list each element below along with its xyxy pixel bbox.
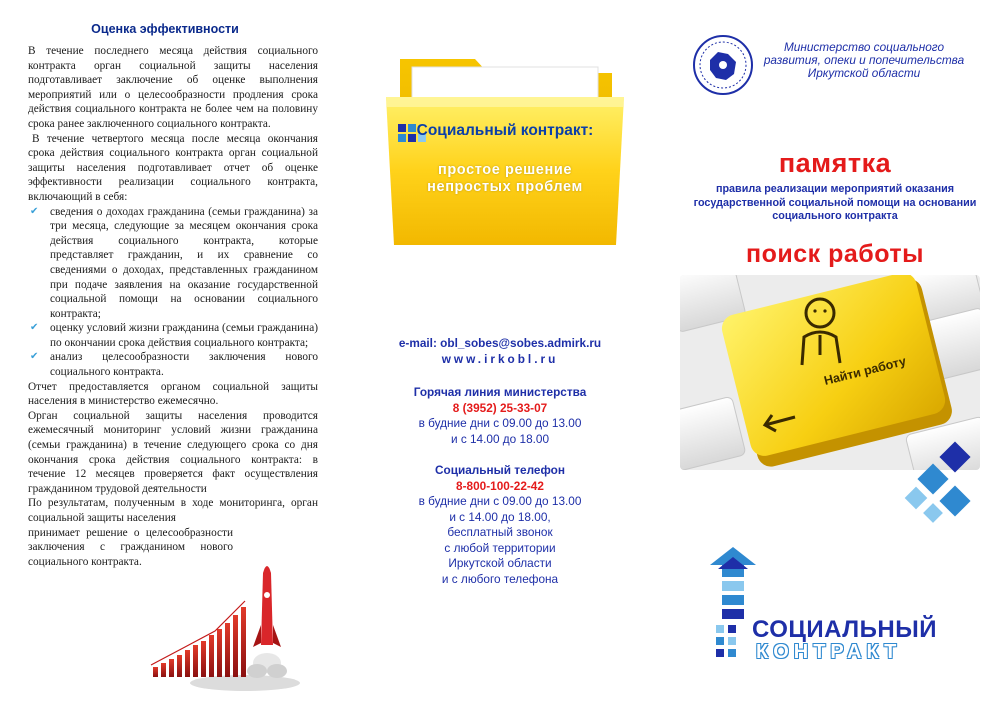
left-body-text — [28, 44, 318, 569]
paragraph: Отчет предоставляется органом социальной защиты населения в министерство ежемесячно. — [28, 380, 318, 408]
social-hours: в будние дни с 09.00 до 13.00 — [418, 494, 582, 508]
left-panel — [0, 0, 330, 706]
folder-title: Социальный контракт: — [416, 122, 594, 139]
social-note: бесплатный звонок — [447, 525, 553, 539]
paragraph: В течение четвертого месяца после месяца окончания срока действия социального контракта орган социальной защиты населения подготавливает отчет об оценке эффективности реализации социального контракта, включающий в себя: — [28, 132, 318, 203]
job-heading: поиск работы — [746, 240, 924, 268]
website-link[interactable]: www.irkobl.ru — [441, 351, 559, 366]
hotline-title: Горячая линия министерства — [413, 385, 587, 399]
folder-subtitle: простое решение непростых проблем — [427, 162, 583, 195]
social-note: Иркутской области — [448, 556, 552, 570]
logo-word-social: СОЦИАЛЬНЫЙ — [752, 616, 937, 643]
contacts-web — [330, 336, 670, 367]
emblem-icon — [692, 34, 754, 96]
check-icon: ✔ — [30, 351, 39, 363]
key-caption: Найти работу — [822, 354, 908, 388]
email-link[interactable]: e-mail: obl_sobes@sobes.admirk.ru — [398, 336, 602, 350]
social-note: и с любого телефона — [441, 571, 559, 586]
ministry-name: Министерство социального развития, опеки и попечительства Иркутской области — [763, 40, 965, 80]
hotline-hours: и с 14.00 до 18.00 — [450, 431, 550, 446]
list-item: ✔ анализ целесообразности заключения нового социального контракта. — [30, 351, 318, 379]
logo-mark-icon — [708, 545, 758, 665]
hotline-block — [330, 385, 670, 447]
paragraph: принимает решение о целесообразности заключения с гражданином нового социального контракта. — [28, 526, 233, 568]
list-item: ✔ оценку условий жизни гражданина (семьи гражданина) по окончании срока действия социального контракта; — [30, 322, 318, 349]
social-note: с любой территории — [444, 540, 556, 555]
social-phone-number[interactable]: 8-800-100-22-42 — [456, 478, 544, 493]
social-phone-title: Социальный телефон — [434, 463, 565, 477]
paragraph: В течение последнего месяца действия социального контракта орган социальной защиты населения подготавливает заключение об оценке выполнения мероприятий или о целесообразности продления срока действия социального контракта не более чем на половину срока ранее заключенного социального контракта. — [28, 45, 318, 130]
paragraph: Орган социальной защиты населения проводится ежемесячный мониторинг условий жизни гражданина (семьи гражданина) в течение следующего срока со дня окончания срока действия социального контракта: в течение 12 месяцев проверяется факт осуществления гражданином трудовой деятельности — [28, 409, 318, 495]
hotline-hours: в будние дни с 09.00 до 13.00 — [418, 416, 582, 430]
section-title: Оценка эффективности — [91, 22, 239, 36]
check-icon: ✔ — [30, 205, 39, 217]
hotline-phone[interactable]: 8 (3952) 25-33-07 — [452, 400, 548, 415]
rules-subheading: правила реализации мероприятий оказания государственной социальной помощи на основании социального контракта — [693, 183, 977, 222]
list-item: ✔ сведения о доходах гражданина (семьи гражданина) за три месяца, следующие за месяцем окончания срока действия социального контракта, которые представляет гражданин, и их сравнение со сведениями о доходах, представленных гражданином при подаче заявления на оказание государственной социальной помощи на основании социального контракта; — [30, 205, 318, 320]
diamond-pattern-icon — [900, 440, 980, 530]
bullet-list — [28, 205, 318, 380]
social-hours: и с 14.00 до 18.00, — [449, 509, 551, 524]
check-icon: ✔ — [30, 322, 39, 334]
page-heading: памятка — [778, 148, 892, 178]
paragraph: По результатам, полученным в ходе мониторинга, орган социальной защиты населения — [28, 497, 318, 524]
rocket-chart-icon — [145, 555, 305, 695]
logo-word-contract: КОНТРАКТ — [756, 641, 902, 663]
social-phone-block — [330, 463, 670, 587]
